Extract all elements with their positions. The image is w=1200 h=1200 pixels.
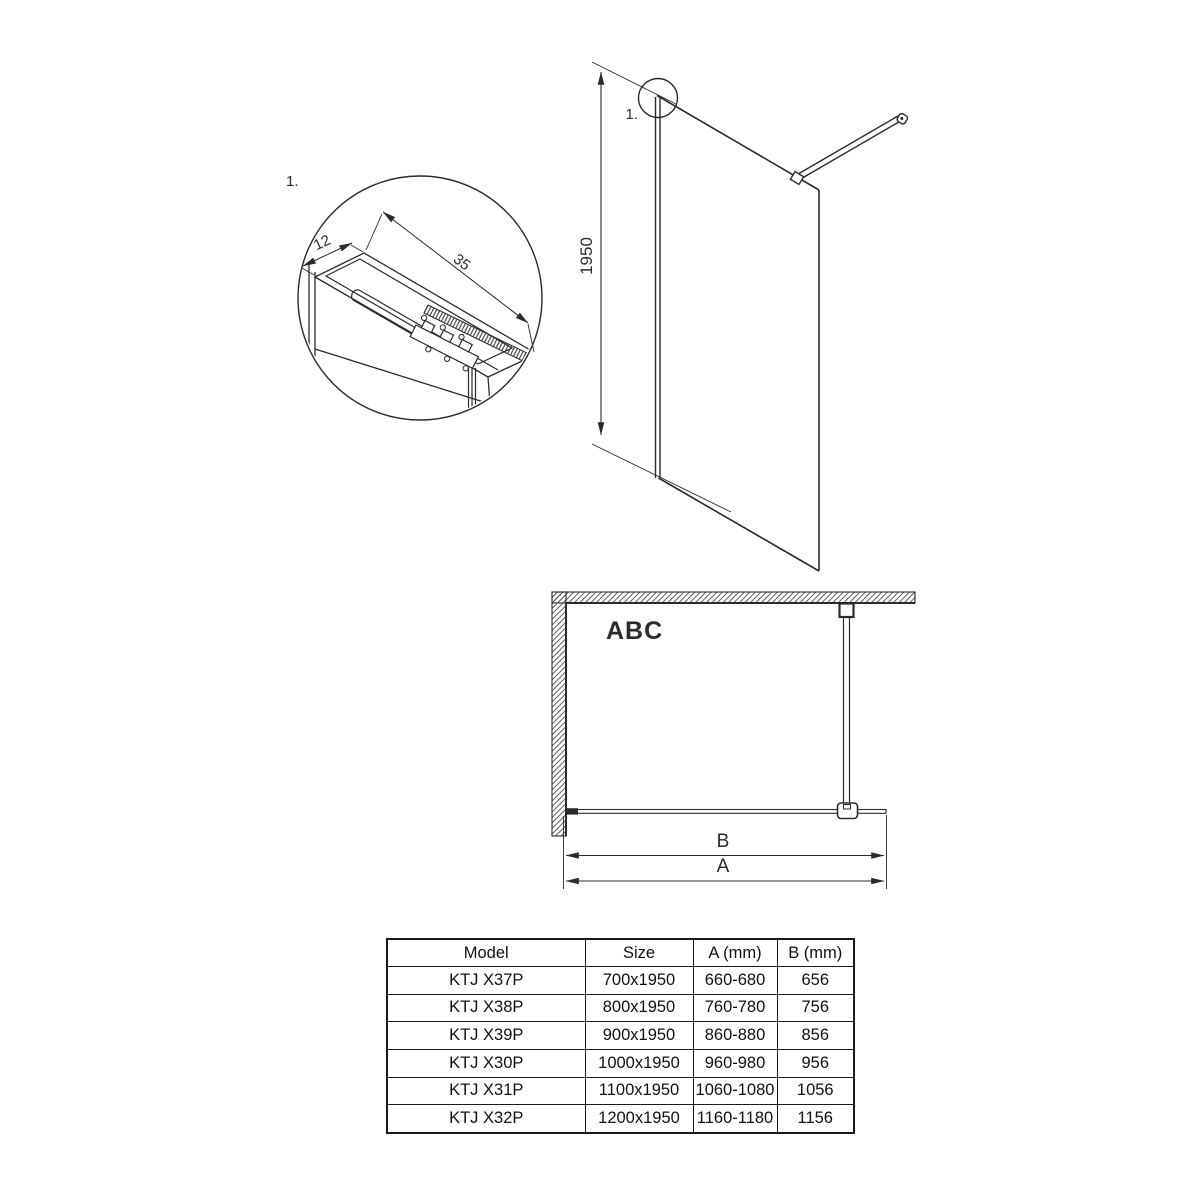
detail-callout-circle (639, 79, 678, 118)
table-row (387, 967, 854, 995)
cell-b: 656 (777, 967, 854, 995)
cell-model: KTJ X31P (387, 1077, 585, 1105)
dim-b-label: B (716, 831, 730, 852)
table-row (387, 1105, 854, 1133)
profile-inner-opening (326, 259, 512, 364)
length-dimension-label: 35 (449, 250, 474, 275)
plan-wall-top (552, 592, 915, 603)
width-ext-tick-2 (351, 245, 363, 252)
cell-b: 1056 (777, 1077, 854, 1105)
extension-line-bottom (592, 444, 731, 512)
detail-callout-label: 1. (625, 106, 638, 123)
cell-size: 1200x1950 (585, 1105, 693, 1133)
table-row (387, 1049, 854, 1077)
cell-a: 960-980 (693, 1049, 777, 1077)
cell-model: KTJ X37P (387, 967, 585, 995)
arm-glass-bracket (790, 172, 803, 185)
width-ext-tick-1 (302, 268, 314, 275)
header-a-mm: A (mm) (693, 939, 777, 967)
detail-geometry (309, 250, 537, 414)
cell-model: KTJ X30P (387, 1049, 585, 1077)
elevation-view (577, 62, 908, 571)
spec-table (386, 938, 855, 1134)
cell-size: 900x1950 (585, 1022, 693, 1050)
spec-table-header-row (387, 939, 854, 967)
cell-a: 1060-1080 (693, 1077, 777, 1105)
cell-b: 956 (777, 1049, 854, 1077)
support-arm-line-lower (802, 121, 901, 179)
cell-b: 756 (777, 994, 854, 1022)
cell-model: KTJ X32P (387, 1105, 585, 1133)
height-dimension-label: 1950 (577, 237, 596, 275)
table-row (387, 994, 854, 1022)
cell-a: 860-880 (693, 1022, 777, 1050)
detail-label: 1. (286, 173, 299, 190)
cell-model: KTJ X39P (387, 1022, 585, 1050)
plan-arm-wall-bracket (840, 604, 854, 618)
table-row (387, 1022, 854, 1050)
header-b-mm: B (mm) (777, 939, 854, 967)
cell-b: 1156 (777, 1105, 854, 1133)
dim-a-label: A (716, 856, 730, 877)
header-model: Model (387, 939, 585, 967)
plan-view (552, 592, 915, 889)
brand-watermark: ABC (606, 617, 664, 645)
plan-wall-left (552, 592, 566, 836)
cell-size: 700x1950 (585, 967, 693, 995)
header-size: Size (585, 939, 693, 967)
extension-line-top (592, 62, 676, 104)
cell-a: 660-680 (693, 967, 777, 995)
cell-size: 800x1950 (585, 994, 693, 1022)
cell-b: 856 (777, 1022, 854, 1050)
cell-model: KTJ X38P (387, 994, 585, 1022)
detail-view (286, 173, 542, 420)
serrated-rack (424, 305, 531, 363)
cell-a: 760-780 (693, 994, 777, 1022)
plan-arm-glass-bracket-notch (844, 805, 851, 810)
glass-bottom-edge (659, 478, 820, 571)
table-row (387, 1077, 854, 1105)
width-dimension-label: 12 (310, 231, 334, 255)
cell-size: 1100x1950 (585, 1077, 693, 1105)
cell-size: 1000x1950 (585, 1049, 693, 1077)
profile-front-right-edge (488, 377, 490, 404)
length-ext-tick-1 (366, 214, 382, 250)
cell-a: 1160-1180 (693, 1105, 777, 1133)
profile-outer-rim (315, 250, 537, 377)
detail-circle (298, 176, 542, 420)
support-arm-line-upper (799, 116, 898, 174)
plan-wall-profile-block (566, 808, 578, 814)
